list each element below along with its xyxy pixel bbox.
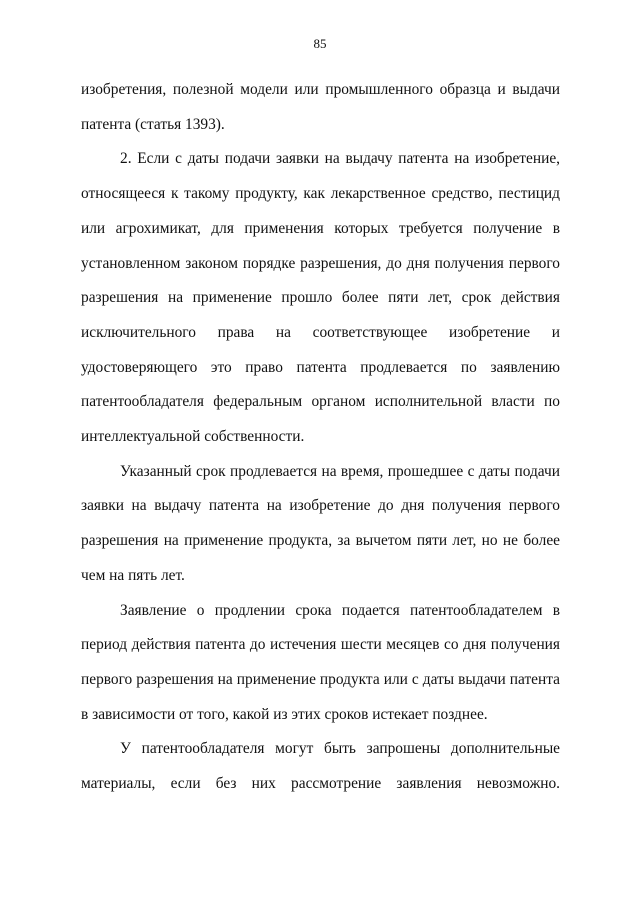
paragraph-2: 2. Если с даты подачи заявки на выдачу патента на изобретение, относящееся к такому продукту, как лекарственное средство, пестицид или агрохимикат, для применения которых требуется получение в установленном законом порядке разрешения, до дня получения первого разрешения на применение прошло более пяти лет, срок действия исключительного права на соответствующее изобретение и удостоверяющего это право патента продлевается по заявлению патентообладателя федеральным органом исполнительной власти по интеллектуальной собственности. <box>81 150 560 446</box>
page-number: 85 <box>313 36 327 51</box>
paragraph-1: изобретения, полезной модели или промышленного образца и выдачи патента (статья 1393). <box>81 81 560 133</box>
paragraph-3: Указанный срок продлевается на время, прошедшее с даты подачи заявки на выдачу патента на изобретение до дня получения первого разрешения на применение продукта, за вычетом пяти лет, но не более чем на пять лет. <box>81 462 560 584</box>
document-body <box>81 73 560 802</box>
paragraph-5: У патентообладателя могут быть запрошены дополнительные материалы, если без них рассмотрение заявления невозможно. <box>81 740 560 793</box>
paragraph-4: Заявление о продлении срока подается патентообладателем в период действия патента до истечения шести месяцев со дня получения первого разрешения на применение продукта или с даты выдачи патента в зависимости от того, какой из этих сроков истекает позднее. <box>81 601 560 723</box>
